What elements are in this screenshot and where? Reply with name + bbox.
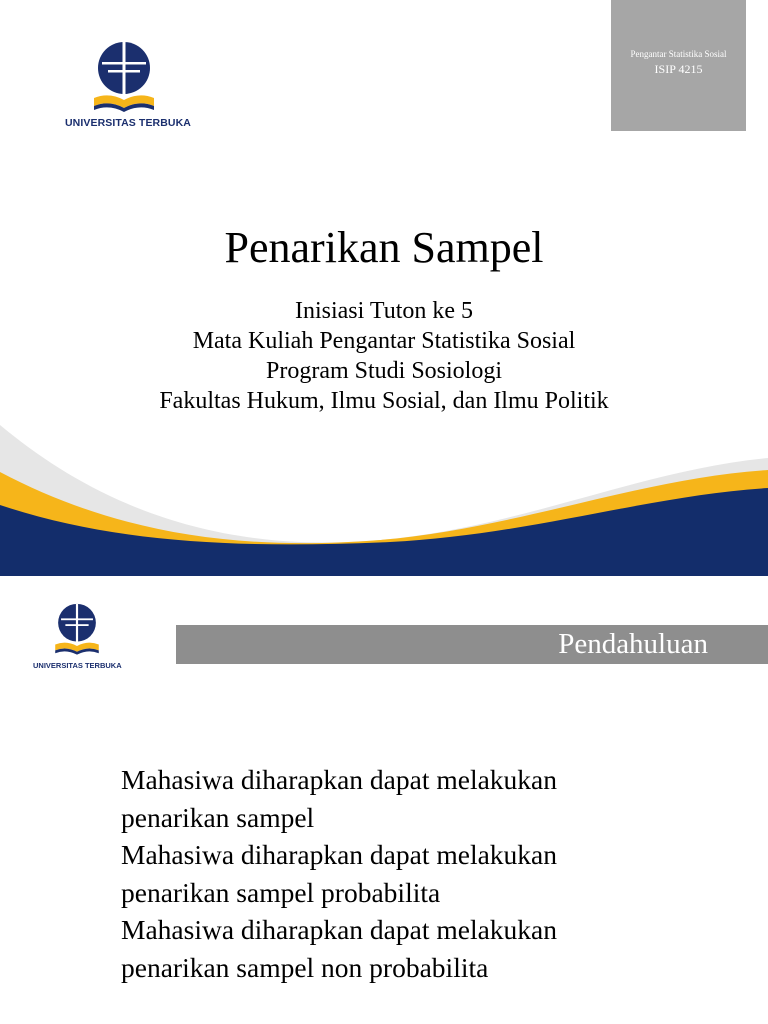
body-text <box>121 761 681 986</box>
content-slide <box>0 588 768 1024</box>
course-info-box <box>611 0 746 131</box>
subtitle-line: Fakultas Hukum, Ilmu Sosial, dan Ilmu Politik <box>159 388 609 414</box>
course-code: ISIP 4215 <box>654 62 703 76</box>
section-title: Pendahuluan <box>558 628 708 660</box>
slide-subtitle <box>0 296 768 416</box>
body-line: penarikan sampel <box>121 801 315 833</box>
logo-text: UNIVERSITAS TERBUKA <box>65 117 191 129</box>
university-logo <box>32 600 122 680</box>
subtitle-line: Program Studi Sosiologi <box>265 358 503 384</box>
logo-text: UNIVERSITAS TERBUKA <box>33 661 122 670</box>
subtitle-line: Inisiasi Tuton ke 5 <box>294 298 474 324</box>
body-line: penarikan sampel probabilita <box>121 876 441 908</box>
subtitle-line: Mata Kuliah Pengantar Statistika Sosial <box>192 328 576 354</box>
university-logo <box>62 40 191 136</box>
body-line: Mahasiwa diharapkan dapat melakukan <box>121 839 558 870</box>
universitas-terbuka-logo-icon <box>32 600 122 660</box>
course-name: Pengantar Statistika Sosial <box>630 49 727 59</box>
section-header-bar <box>176 625 768 664</box>
universitas-terbuka-logo-icon <box>62 40 186 116</box>
body-line: Mahasiwa diharapkan dapat melakukan <box>121 914 558 945</box>
body-line: Mahasiwa diharapkan dapat melakukan <box>121 764 558 795</box>
slide-title: Penarikan Sampel <box>224 223 544 272</box>
body-line: penarikan sampel non probabilita <box>121 951 489 983</box>
